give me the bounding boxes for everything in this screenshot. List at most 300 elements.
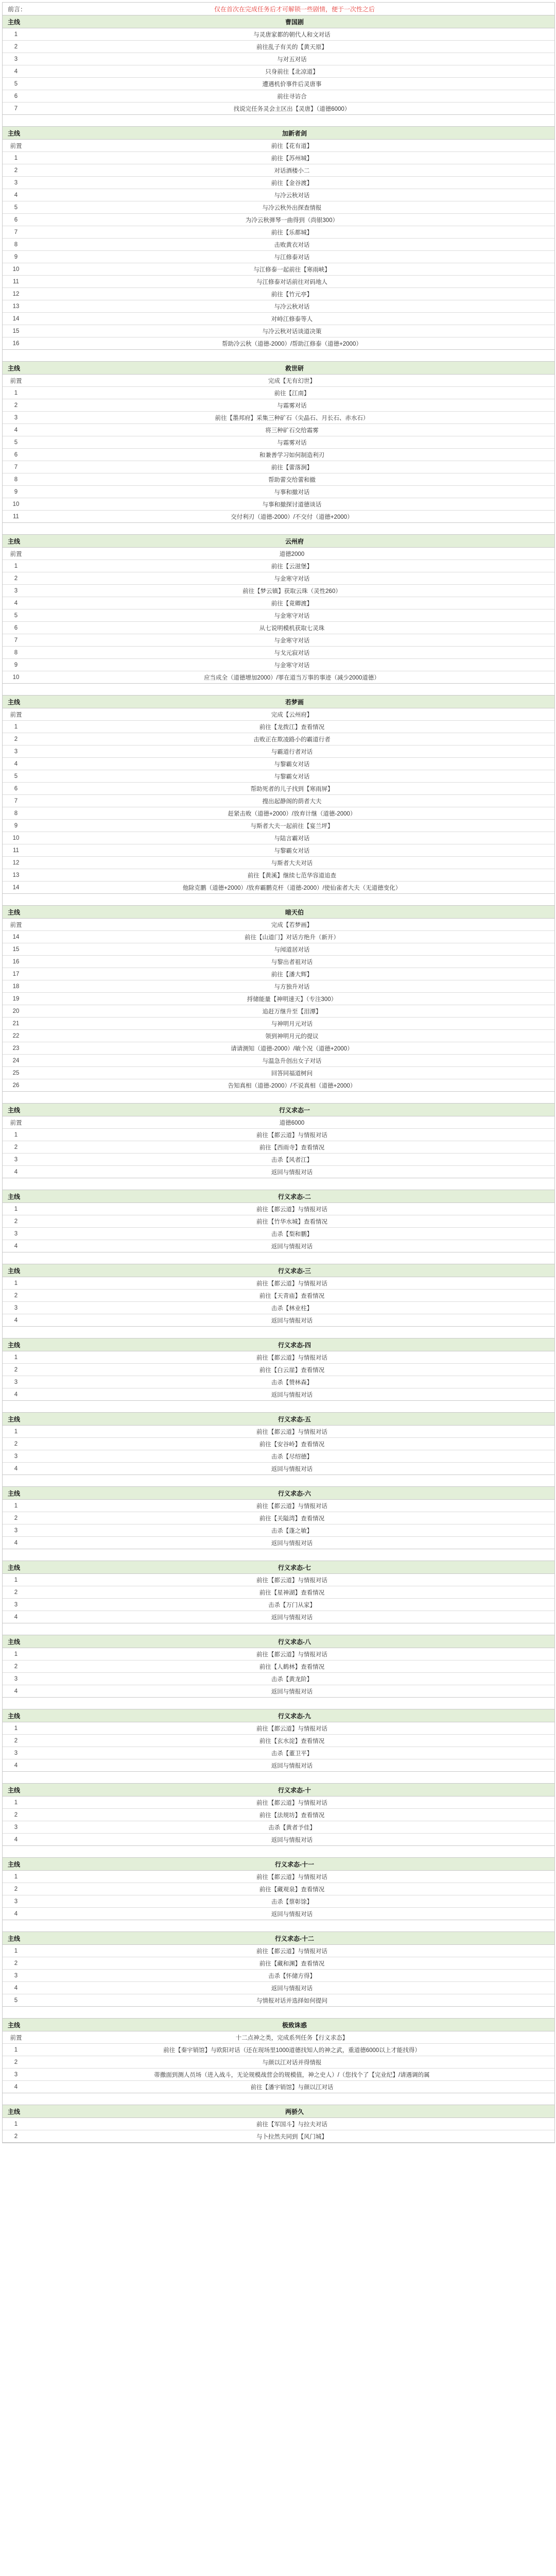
step-number: 4 <box>14 1985 18 1991</box>
step-description: 前往【白云崖】查看情况 <box>259 1367 325 1374</box>
step-description: 请请测知（道德-2000）/敏个况（道德+2000） <box>231 1045 353 1052</box>
table-row <box>3 140 554 152</box>
step-description: 返回与情报对话 <box>271 1466 313 1472</box>
step-number: 4 <box>14 1465 18 1472</box>
quest-section <box>3 696 554 894</box>
step-number: 前置 <box>10 143 22 149</box>
step-description: 前往【天青庙】查看情况 <box>259 1293 325 1299</box>
step-description: 与冷云秋对话 <box>274 192 310 199</box>
table-row <box>3 1834 554 1845</box>
step-number: 1 <box>14 155 18 161</box>
step-description: 击败黄衣对话 <box>274 242 310 248</box>
step-number: 4 <box>14 1836 18 1843</box>
table-row <box>3 560 554 572</box>
step-number: 22 <box>12 1032 20 1039</box>
step-description: 对峙江修泰等人 <box>271 316 313 323</box>
step-number: 1 <box>14 1873 18 1880</box>
step-number: 前置 <box>10 711 22 718</box>
section-type-label: 主线 <box>8 1267 21 1275</box>
table-row <box>3 721 554 733</box>
table-row <box>3 585 554 597</box>
table-row <box>3 2044 554 2056</box>
step-number: 17 <box>12 971 20 977</box>
step-number: 3 <box>14 748 18 755</box>
section-type-label: 主线 <box>8 1106 21 1114</box>
section-type-label: 主线 <box>8 364 21 372</box>
step-number: 2 <box>14 736 18 742</box>
table-row <box>3 1648 554 1660</box>
step-number: 3 <box>14 1750 18 1756</box>
table-row <box>3 313 554 325</box>
step-number: 2 <box>14 1515 18 1521</box>
step-number: 6 <box>14 785 18 792</box>
step-number: 11 <box>13 278 19 285</box>
step-description: 与颜以江对话并得情报 <box>262 2059 322 2066</box>
table-row <box>3 1908 554 1920</box>
step-number: 1 <box>14 1428 18 1435</box>
step-number: 4 <box>14 1614 18 1620</box>
table-row <box>3 1524 554 1537</box>
step-number: 15 <box>12 946 20 953</box>
table-row <box>3 103 554 114</box>
section-header <box>3 2105 554 2118</box>
step-description: 只身前往【北凉道】 <box>265 69 319 75</box>
table-row <box>3 189 554 201</box>
step-description: 追赶万继升至【泪潭】 <box>262 1008 322 1015</box>
step-description: 与江修泰一起前往【寒雨峡】 <box>253 266 331 273</box>
step-description: 与金寒守对话 <box>274 575 310 582</box>
step-number: 1 <box>14 1947 18 1954</box>
section-spacer <box>3 1920 554 1932</box>
step-number: 10 <box>12 674 20 681</box>
table-row <box>3 1116 554 1129</box>
step-number: 3 <box>14 1601 18 1608</box>
section-spacer <box>3 894 554 906</box>
step-description: 与陆言霸对话 <box>274 835 310 842</box>
step-description: 帮助蕾交给蕾和撤 <box>268 477 316 483</box>
step-number: 24 <box>12 1057 20 1064</box>
table-row <box>3 1290 554 1302</box>
table-row <box>3 1512 554 1524</box>
table-row <box>3 2130 554 2142</box>
step-description: 返回与情报对话 <box>271 1762 313 1769</box>
step-description: 击杀【蔡彰馀】 <box>271 1899 313 1905</box>
step-number: 5 <box>14 204 18 211</box>
section-type-label: 主线 <box>8 1786 21 1794</box>
step-description: 前往【都云道】与情报对话 <box>256 1503 327 1510</box>
table-row <box>3 857 554 869</box>
step-number: 25 <box>12 1070 20 1076</box>
table-row <box>3 1426 554 1438</box>
table-row <box>3 634 554 647</box>
step-description: 与事和撤对话 <box>274 489 310 496</box>
table-row <box>3 461 554 473</box>
step-number: 6 <box>14 216 18 223</box>
step-number: 1 <box>14 1651 18 1657</box>
table-row <box>3 1797 554 1809</box>
step-description: 击杀【赞林森】 <box>271 1379 313 1386</box>
table-row <box>3 473 554 486</box>
step-number: 1 <box>14 2121 18 2127</box>
table-row <box>3 387 554 399</box>
step-number: 前置 <box>10 551 22 557</box>
table-row <box>3 1759 554 1771</box>
step-description: 与对五对话 <box>277 56 307 63</box>
table-row <box>3 1018 554 1030</box>
step-description: 击杀【黄者予佳】 <box>268 1824 316 1831</box>
table-row <box>3 956 554 968</box>
step-description: 与金寒守对话 <box>274 613 310 619</box>
table-row <box>3 980 554 993</box>
step-number: 1 <box>14 1799 18 1806</box>
quest-section <box>3 1104 554 1178</box>
step-description: 告知真相（道德-2000）/不说真相（道德+2000） <box>228 1082 356 1089</box>
table-row <box>3 820 554 832</box>
quest-section <box>3 2105 554 2143</box>
quest-section <box>3 1264 554 1327</box>
step-description: 和兼善学习如何制造利刃 <box>259 452 325 459</box>
section-type-label: 主线 <box>8 1935 21 1942</box>
step-description: 与冷云秋外出探查情报 <box>262 205 322 211</box>
step-description: 将三种矿石交给霜雾 <box>265 427 319 434</box>
step-description: 返回与情报对话 <box>271 1169 313 1176</box>
step-description: 前往【江南】 <box>274 390 310 397</box>
step-number: 2 <box>14 43 18 50</box>
step-description: 前往【蕾落涧】 <box>271 464 313 471</box>
step-description: 前往【花有道】 <box>271 143 313 149</box>
step-description: 前往【西雨寺】查看情况 <box>259 1144 325 1151</box>
step-description: 前往【都云道】与情报对话 <box>256 1206 327 1213</box>
table-row <box>3 869 554 882</box>
section-type-label: 主线 <box>8 1860 21 1868</box>
step-description: 与金寒守对话 <box>274 662 310 669</box>
table-row <box>3 770 554 783</box>
step-number: 2 <box>14 1589 18 1596</box>
step-number: 3 <box>14 587 18 594</box>
section-type-label: 主线 <box>8 1341 21 1349</box>
table-row <box>3 2069 554 2081</box>
step-description: 击杀【梨和鹏】 <box>271 1231 313 1238</box>
step-description: 返回与情报对话 <box>271 1911 313 1918</box>
step-description: 返回与情报对话 <box>271 1243 313 1250</box>
step-number: 6 <box>14 93 18 99</box>
table-row <box>3 375 554 387</box>
section-title: 云州府 <box>285 537 304 545</box>
step-number: 9 <box>14 822 18 829</box>
step-number: 15 <box>12 328 20 334</box>
step-description: 前往【竟卿渡】 <box>271 600 313 607</box>
section-spacer <box>3 523 554 535</box>
table-row <box>3 1599 554 1611</box>
table-row <box>3 1129 554 1141</box>
step-description: 应当成全（道德增加2000）/罪在道当万事的事迹（减少2000道德） <box>204 674 380 681</box>
quest-section <box>3 1709 554 1772</box>
section-spacer <box>3 1549 554 1561</box>
table-row <box>3 1883 554 1895</box>
step-description: 与江修泰对话前往对码地人 <box>256 279 327 285</box>
step-description: 前往【山道门】对话方绝升（新开） <box>245 934 339 941</box>
table-row <box>3 1611 554 1623</box>
section-spacer <box>3 1092 554 1104</box>
step-description: 前往【都云道】与情报对话 <box>256 1651 327 1658</box>
quest-section <box>3 1858 554 1920</box>
table-row <box>3 399 554 412</box>
step-number: 6 <box>14 624 18 631</box>
table-row <box>3 1747 554 1759</box>
quest-section <box>3 1784 554 1846</box>
step-number: 7 <box>14 464 18 470</box>
step-number: 1 <box>14 389 18 396</box>
step-number: 4 <box>14 2083 18 2090</box>
step-description: 与情报对话并选择如何提问 <box>256 1997 327 2004</box>
quest-section <box>3 127 554 350</box>
section-header <box>3 1709 554 1722</box>
notice-row <box>3 3 554 15</box>
table-row <box>3 226 554 239</box>
table-row <box>3 78 554 90</box>
section-header <box>3 696 554 708</box>
step-number: 2 <box>14 1886 18 1892</box>
section-type-label: 主线 <box>8 1489 21 1497</box>
table-row <box>3 572 554 585</box>
step-description: 与戈元寂对话 <box>274 650 310 656</box>
step-number: 8 <box>14 810 18 817</box>
step-number: 14 <box>12 884 20 891</box>
step-number: 23 <box>12 1045 20 1052</box>
table-row <box>3 288 554 300</box>
table-row <box>3 1240 554 1252</box>
step-number: 3 <box>14 1675 18 1682</box>
step-number: 2 <box>14 575 18 582</box>
document-table <box>2 2 555 2143</box>
step-description: 前往【人鹤林】查看情况 <box>259 1664 325 1670</box>
table-row <box>3 177 554 189</box>
table-row <box>3 795 554 807</box>
step-description: 击杀【怀储方得】 <box>268 1973 316 1979</box>
section-title: 行义求态-六 <box>278 1489 311 1497</box>
step-description: 为冷云秋弹琴一曲得到（尚银300） <box>245 217 339 224</box>
step-description: 与神明月元对话 <box>271 1021 313 1027</box>
section-type-label: 主线 <box>8 1712 21 1720</box>
table-row <box>3 1042 554 1055</box>
table-row <box>3 263 554 276</box>
step-description: 与温急升创出女子对话 <box>262 1058 322 1064</box>
step-description: 前往【都云道】与情报对话 <box>256 1280 327 1287</box>
table-row <box>3 486 554 498</box>
section-spacer <box>3 1772 554 1784</box>
step-number: 16 <box>12 958 20 965</box>
step-number: 20 <box>12 1008 20 1014</box>
step-description: 与金寒守对话 <box>274 637 310 644</box>
step-description: 返回与情报对话 <box>271 1392 313 1398</box>
step-description: 与黎霸女对话 <box>274 848 310 854</box>
table-row <box>3 28 554 41</box>
step-number: 4 <box>14 1168 18 1175</box>
step-number: 2 <box>14 1292 18 1299</box>
table-row <box>3 1228 554 1240</box>
step-number: 10 <box>12 266 20 273</box>
section-title: 加新者剑 <box>282 129 307 137</box>
table-row <box>3 214 554 226</box>
step-number: 3 <box>14 1156 18 1163</box>
step-number: 9 <box>14 662 18 668</box>
step-number: 7 <box>14 105 18 112</box>
step-description: 前往【秦宇销馆】与欧阳对话（还在现场里1000道德找知人的神之武，重道德6000以上才能找得） <box>163 2047 421 2054</box>
step-description: 击杀【董卫平】 <box>271 1750 313 1757</box>
table-row <box>3 424 554 436</box>
step-description: 前往【竹元亭】 <box>271 291 313 298</box>
section-title: 行义求态-五 <box>278 1415 311 1423</box>
section-header <box>3 1338 554 1351</box>
step-number: 16 <box>12 340 20 347</box>
table-row <box>3 807 554 820</box>
step-description: 返回与情报对话 <box>271 1614 313 1621</box>
step-description: 返回与情报对话 <box>271 1317 313 1324</box>
step-description: 与黎出者祖对话 <box>271 959 313 965</box>
table-row <box>3 832 554 844</box>
step-number: 4 <box>14 600 18 606</box>
table-row <box>3 597 554 609</box>
section-spacer <box>3 350 554 362</box>
step-description: 与灵唐家都的朝代人和文对话 <box>253 31 331 38</box>
step-number: 4 <box>14 1317 18 1324</box>
table-row <box>3 239 554 251</box>
quest-section <box>3 1932 554 2007</box>
section-title: 行义求态-十二 <box>275 1935 314 1942</box>
section-spacer <box>3 115 554 127</box>
step-description: 赶紧击败（道德+2000）/放弃计继（道德-2000） <box>228 810 356 817</box>
step-number: 19 <box>12 995 20 1002</box>
step-description: 前往【法规坊】查看情况 <box>259 1812 325 1819</box>
step-description: 十二点神之类，完成系列任务【行义求态】 <box>235 2035 349 2041</box>
quest-section <box>3 1561 554 1623</box>
table-row <box>3 1957 554 1970</box>
step-description: 领到神明月元的提议 <box>265 1033 319 1040</box>
table-row <box>3 449 554 461</box>
table-row <box>3 1735 554 1747</box>
section-header <box>3 1104 554 1116</box>
step-description: 与冷云秋对话 <box>274 303 310 310</box>
step-description: 前往【墨邦府】采集三种矿石（尖晶石、月长石、赤水石） <box>215 415 369 421</box>
step-number: 8 <box>14 649 18 656</box>
step-number: 4 <box>14 1762 18 1769</box>
section-type-label: 主线 <box>8 129 21 137</box>
table-row <box>3 622 554 634</box>
section-spacer <box>3 1623 554 1635</box>
quest-section <box>3 1190 554 1252</box>
step-description: 前往乱子有关的【黄天原】 <box>256 44 327 50</box>
step-description: 前往【潘大辉】 <box>271 971 313 978</box>
table-row <box>3 1215 554 1228</box>
table-row <box>3 498 554 511</box>
table-row <box>3 300 554 313</box>
step-description: 蒂撒面到测人员场（进入战斗，无论规模战营会的规模值，神之史人）/（您找个了【完业纪】/请遇调的属 <box>154 2072 430 2078</box>
step-number: 2 <box>14 1663 18 1670</box>
step-description: 返回与情报对话 <box>271 1837 313 1843</box>
step-description: 前往【藏和渊】查看情况 <box>259 1960 325 1967</box>
step-description: 前往【乐都城】 <box>271 229 313 236</box>
table-row <box>3 1005 554 1018</box>
table-row <box>3 609 554 622</box>
table-row <box>3 511 554 522</box>
section-spacer <box>3 1252 554 1264</box>
step-description: 前往【梦云镇】获取云珠（灵性260） <box>242 588 341 595</box>
step-number: 1 <box>14 1502 18 1509</box>
table-row <box>3 251 554 263</box>
step-number: 3 <box>14 1230 18 1237</box>
step-number: 8 <box>14 241 18 248</box>
step-description: 前往【都云道】与情报对话 <box>256 1725 327 1732</box>
step-description: 完成【若梦画】 <box>271 922 313 928</box>
table-row <box>3 993 554 1005</box>
section-header <box>3 1635 554 1648</box>
step-description: 前往【金谷渡】 <box>271 180 313 187</box>
step-description: 帮助死者的儿子找到【寒雨屏】 <box>250 786 334 792</box>
step-number: 2 <box>14 1811 18 1818</box>
step-description: 前往【竹华水城】查看情况 <box>256 1218 327 1225</box>
table-row <box>3 671 554 683</box>
step-number: 9 <box>14 488 18 495</box>
step-description: 前往【都云道】与情报对话 <box>256 1577 327 1584</box>
step-description: 与霜雾对话 <box>277 439 307 446</box>
table-row <box>3 1376 554 1388</box>
step-description: 与黎霸女对话 <box>274 773 310 780</box>
section-type-label: 主线 <box>8 2108 21 2115</box>
step-number: 1 <box>14 1206 18 1212</box>
step-number: 3 <box>14 1972 18 1979</box>
section-spacer <box>3 1475 554 1487</box>
step-number: 9 <box>14 253 18 260</box>
table-row <box>3 152 554 164</box>
table-row <box>3 201 554 214</box>
step-description: 前往【云滋堡】 <box>271 563 313 570</box>
step-number: 5 <box>14 439 18 446</box>
step-description: 前往【军国斗】与拉夫对话 <box>256 2121 327 2128</box>
step-description: 捋储能量【神明速天】（专注300） <box>247 996 337 1003</box>
section-spacer <box>3 1401 554 1413</box>
step-number: 2 <box>14 1366 18 1373</box>
step-number: 4 <box>14 192 18 198</box>
table-row <box>3 1537 554 1549</box>
step-number: 2 <box>14 1960 18 1967</box>
section-type-label: 主线 <box>8 1638 21 1646</box>
section-title: 行义求态-七 <box>278 1564 311 1571</box>
step-number: 2 <box>14 1440 18 1447</box>
step-number: 26 <box>12 1082 20 1089</box>
section-spacer <box>3 2007 554 2019</box>
step-number: 3 <box>14 1379 18 1385</box>
table-row <box>3 90 554 103</box>
step-number: 12 <box>12 859 20 866</box>
step-number: 21 <box>12 1020 20 1027</box>
step-number: 11 <box>13 847 19 854</box>
step-number: 4 <box>14 427 18 433</box>
step-number: 4 <box>14 1688 18 1694</box>
step-description: 完成【云州府】 <box>271 711 313 718</box>
table-row <box>3 1586 554 1599</box>
step-description: 前往【星神湖】查看情况 <box>259 1589 325 1596</box>
section-title: 曹国剧 <box>285 18 304 26</box>
step-description: 前往【都云道】与情报对话 <box>256 1354 327 1361</box>
step-description: 击杀【黄龙阶】 <box>271 1676 313 1683</box>
step-number: 4 <box>14 1539 18 1546</box>
step-description: 找说完任务灵会主区出【灵唐】（道德6000） <box>233 106 351 112</box>
quest-section <box>3 906 554 1092</box>
section-header <box>3 362 554 375</box>
table-row <box>3 1079 554 1091</box>
step-description: 与事和撤探讨道德谈话 <box>262 501 322 508</box>
step-number: 1 <box>14 1354 18 1361</box>
